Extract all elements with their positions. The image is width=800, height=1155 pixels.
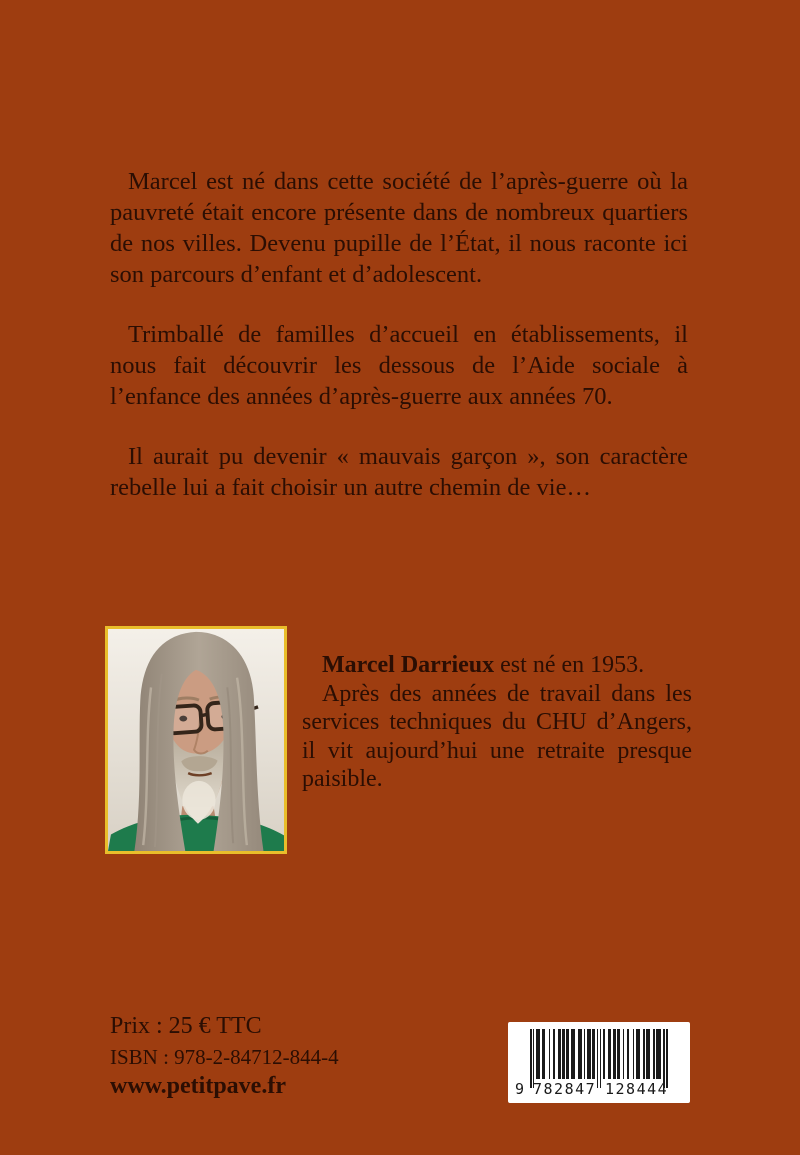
author-intro-line <box>302 651 692 680</box>
price-label: Prix : 25 € TTC <box>110 1013 262 1039</box>
synopsis-paragraph-1: Marcel est né dans cette société de l’après-guerre où la pauvreté était encore présente dans de nombreux quartiers de nos villes. Devenu pupille de l’État, il nous raconte ici son parcours d’enfant et d’adolescent. <box>110 168 688 288</box>
author-intro-rest: est né en 1953. <box>494 652 645 678</box>
barcode-digits-group1: 782847 <box>533 1080 597 1098</box>
synopsis-paragraph-3: Il aurait pu devenir « mauvais garçon », son caractère rebelle lui a fait choisir un autre chemin de vie… <box>110 443 688 501</box>
author-portrait <box>108 629 284 851</box>
barcode-digits-group2: 128444 <box>605 1080 669 1098</box>
barcode <box>508 1022 690 1103</box>
barcode-digit-left: 9 <box>515 1080 525 1098</box>
footer-info <box>110 1010 339 1101</box>
author-bio-text: Après des années de travail dans les services techniques du CHU d’Angers, il vit aujourd’hui une retraite presque paisible. <box>302 680 692 792</box>
author-bio <box>302 651 692 794</box>
website-label: www.petitpave.fr <box>110 1073 286 1099</box>
isbn-label: ISBN : 978-2-84712-844-4 <box>110 1045 339 1069</box>
author-name: Marcel Darrieux <box>322 652 495 678</box>
author-photo <box>105 626 287 854</box>
synopsis-paragraph-2: Trimballé de familles d’accueil en établissements, il nous fait découvrir les dessous de l’Aide sociale à l’enfance des années d’après-guerre aux années 70. <box>110 321 688 410</box>
synopsis <box>110 166 688 532</box>
